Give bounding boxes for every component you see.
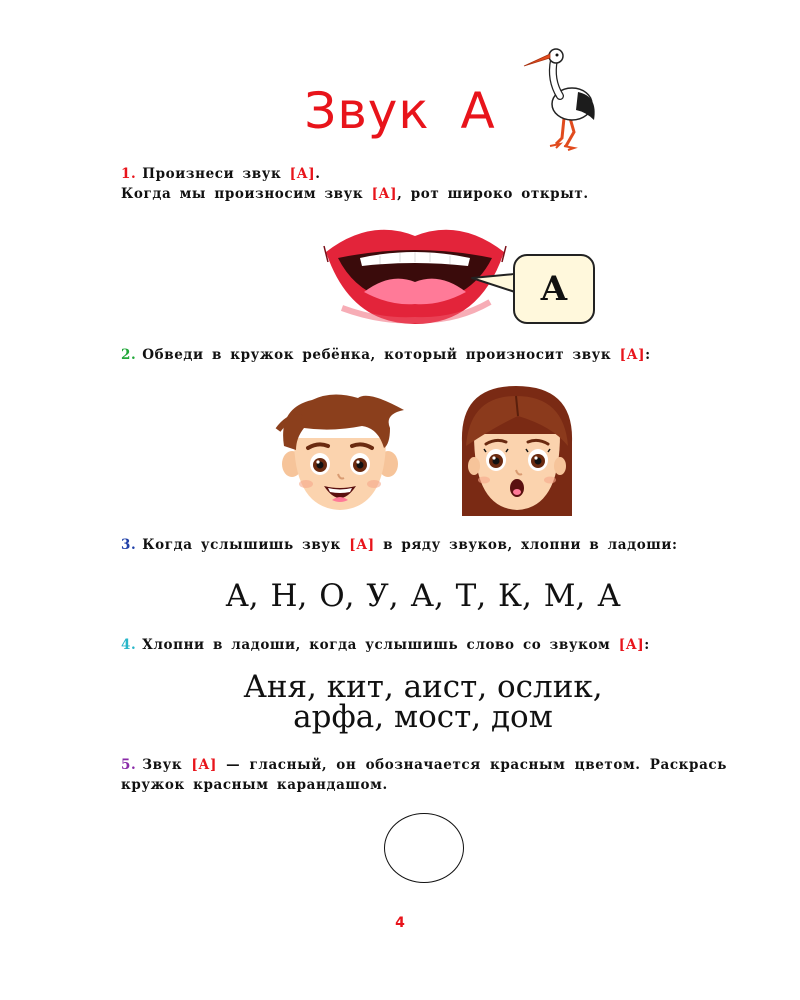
- task-number: 1.: [121, 166, 137, 182]
- speech-bubble: А: [513, 254, 595, 324]
- page-title: Звук А: [304, 82, 496, 140]
- stork-illustration: [520, 40, 600, 152]
- task-5-text: 5. Звук [А] — гласный, он обозначается красным цветом. Раскрась кружок красным карандашом.: [121, 757, 727, 793]
- words-line-2: арфа, мост, дом: [293, 699, 553, 735]
- task-number: 5.: [121, 757, 137, 773]
- girl-face-illustration[interactable]: [456, 382, 578, 518]
- letters-row: А, Н, О, У, А, Т, К, М, А: [225, 578, 621, 614]
- words-list: [120, 669, 726, 735]
- task-2-text: 2. Обведи в кружок ребёнка, который произносит звук [А]:: [121, 347, 651, 363]
- task-1-text: 1. Произнеси звук [А]. Когда мы произносим звук [А], рот широко открыт.: [121, 166, 589, 202]
- task-number: 4.: [121, 637, 137, 653]
- coloring-circle[interactable]: [384, 813, 464, 883]
- boy-face-illustration[interactable]: [272, 388, 408, 516]
- task-3-text: 3. Когда услышишь звук [А] в ряду звуков, хлопни в ладоши:: [121, 537, 678, 553]
- task-number: 2.: [121, 347, 137, 363]
- task-4-text: 4. Хлопни в ладоши, когда услышишь слово со звуком [А]:: [121, 637, 650, 653]
- speech-bubble-tail: [470, 270, 518, 300]
- task-number: 3.: [121, 537, 137, 553]
- words-line-1: Аня, кит, аист, ослик,: [243, 669, 603, 705]
- page-number: 4: [395, 915, 405, 931]
